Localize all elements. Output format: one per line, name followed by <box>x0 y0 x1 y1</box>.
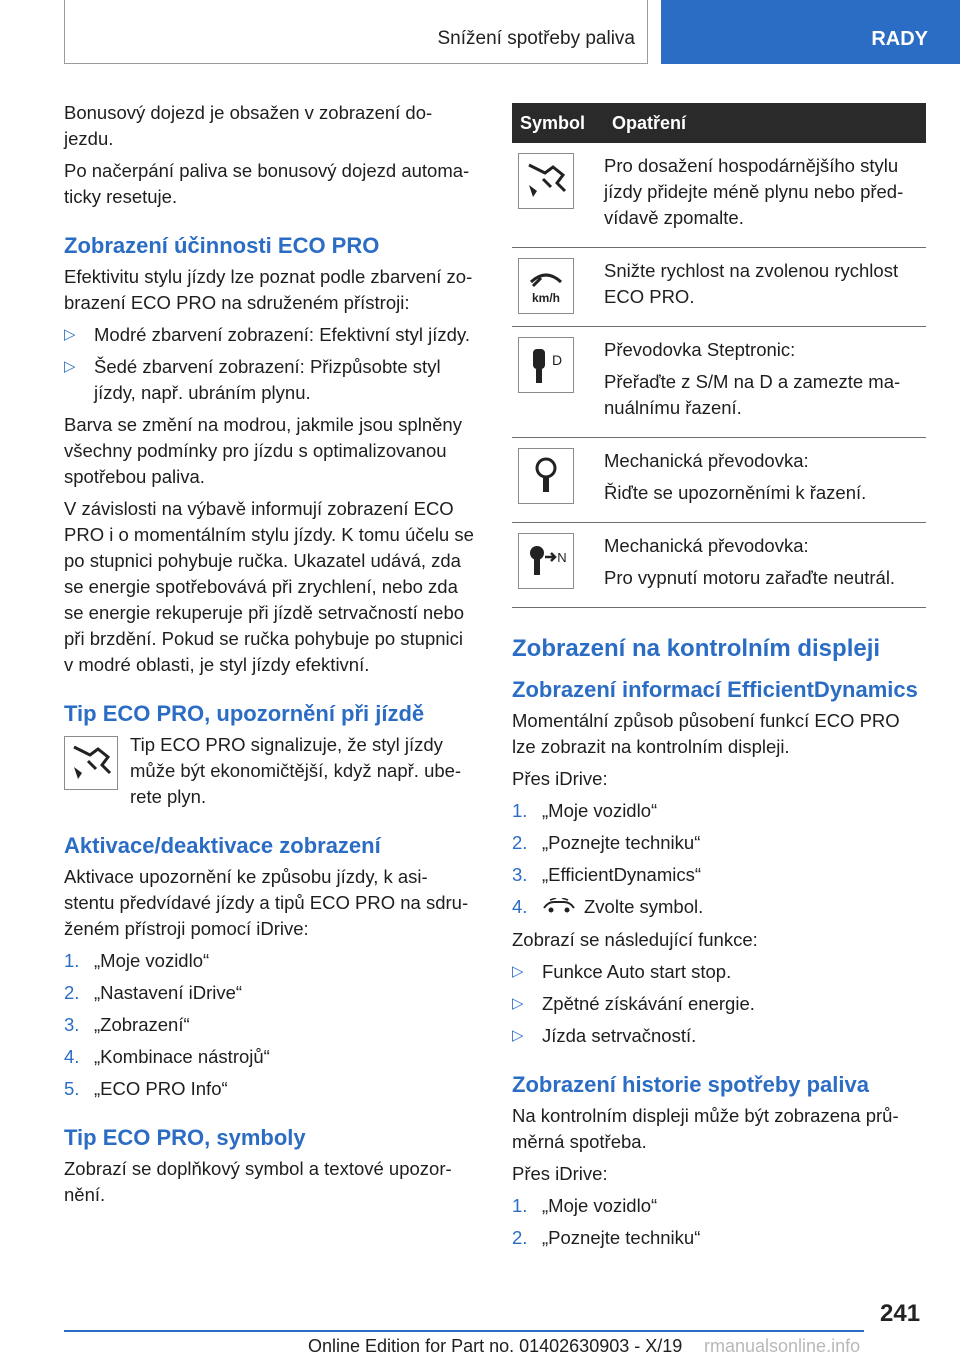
edition-text: Online Edition for Part no. 01402630903 - X/19 <box>308 1336 683 1356</box>
list-item: ▷ Zpětné získávání energie. <box>512 991 928 1017</box>
list-item: 4. Zvolte symbol. <box>512 894 928 921</box>
tip-text: Tip ECO PRO signalizuje, že styl jízdy může být ekonomičtější, když např. ube-rete plyn. <box>130 734 462 807</box>
paragraph: Přes iDrive: <box>512 1163 608 1185</box>
list-item: ▷ Modré zbarvení zobrazení: Efektivní styl jízdy. <box>64 322 476 348</box>
triangle-bullet-icon: ▷ <box>512 995 524 1013</box>
numbered-list <box>512 1193 928 1251</box>
table-cell-text: Převodovka Steptronic: <box>604 339 796 360</box>
table-cell-text: Snižte rychlost na zvolenou rychlost ECO PRO. <box>604 260 899 307</box>
watermark: rmanualsonline.info <box>704 1336 861 1356</box>
list-item: 1. „Moje vozidlo“ <box>64 950 210 971</box>
right-column <box>512 103 928 1257</box>
symbol-table <box>512 103 926 608</box>
numbered-list <box>64 948 476 1102</box>
header-box <box>64 0 648 64</box>
paragraph: Barva se změní na modrou, jakmile jsou splněny všechny podmínky pro jízdu s optimalizovanou spotřebou paliva. <box>64 414 462 487</box>
table-header-action: Opatření <box>604 103 926 143</box>
table-row <box>512 438 926 523</box>
heading-efficientdynamics: Zobrazení informací EfficientDynamics <box>512 677 918 702</box>
table-row <box>512 523 926 608</box>
gear-shift-icon <box>518 448 574 504</box>
list-item: ▷ Funkce Auto start stop. <box>512 959 928 985</box>
table-cell-text: Mechanická převodovka: <box>604 535 809 556</box>
heading-control-display: Zobrazení na kontrolním displeji <box>512 635 881 662</box>
paragraph: Přes iDrive: <box>512 768 608 789</box>
speed-kmh-icon <box>518 258 574 314</box>
numbered-list <box>512 798 928 921</box>
left-column <box>64 100 476 1214</box>
heading-eco-pro-symbols: Tip ECO PRO, symboly <box>64 1125 306 1150</box>
tip-block <box>64 732 476 810</box>
list-item: 1. „Moje vozidlo“ <box>512 800 658 821</box>
table-cell-text: Pro dosažení hospodárnějšího stylu jízdy přidejte méně plynu nebo před-vídavě zpomalte. <box>604 155 904 228</box>
list-item: 2. „Poznejte techniku“ <box>512 1227 701 1249</box>
steptronic-d-icon <box>518 337 574 393</box>
paragraph: Efektivitu stylu jízdy lze poznat podle zbarvení zo-brazení ECO PRO na sdruženém přístroji: <box>64 266 473 313</box>
paragraph: Bonusový dojezd je obsažen v zobrazení do-jezdu. <box>64 102 433 149</box>
triangle-bullet-icon: ▷ <box>512 1027 524 1045</box>
paragraph: Aktivace upozornění ke způsobu jízdy, k asi-stentu předvídavé jízdy a tipů ECO PRO na sdru-ženém přístroji pomocí iDrive: <box>64 866 469 939</box>
triangle-bullet-icon: ▷ <box>64 326 76 343</box>
table-cell-text: Řiďte se upozorněními k řazení. <box>604 482 867 503</box>
heading-eco-pro-efficiency: Zobrazení účinnosti ECO PRO <box>64 233 380 258</box>
car-icon <box>542 895 576 921</box>
triangle-bullet-icon: ▷ <box>64 358 76 375</box>
list-item: ▷ Jízda setrvačností. <box>512 1023 928 1049</box>
list-item: 3. „EfficientDynamics“ <box>512 864 702 885</box>
paragraph: Momentální způsob působení funkcí ECO PRO lze zobrazit na kontrolním displeji. <box>512 710 900 757</box>
triangle-bullet-icon: ▷ <box>512 963 524 981</box>
chapter-title: Snížení spotřeby paliva <box>437 28 635 49</box>
heading-activation: Aktivace/deaktivace zobrazení <box>64 833 381 858</box>
bullet-list <box>64 322 476 406</box>
svg-text:D: D <box>551 352 563 368</box>
svg-text:N: N <box>557 550 567 565</box>
table-row <box>512 143 926 248</box>
paragraph: Zobrazí se následující funkce: <box>512 929 758 951</box>
table-cell-text: Mechanická převodovka: <box>604 450 809 471</box>
page-number: 241 <box>880 1300 921 1327</box>
section-label: RADY <box>871 28 928 50</box>
table-header-symbol: Symbol <box>512 103 604 143</box>
heading-fuel-history: Zobrazení historie spotřeby paliva <box>512 1072 869 1098</box>
accelerator-pedal-icon <box>518 153 574 209</box>
list-item: 1. „Moje vozidlo“ <box>512 1195 658 1217</box>
svg-text:km/h: km/h <box>531 291 561 305</box>
table-row <box>512 327 926 438</box>
list-item: 2. „Nastavení iDrive“ <box>64 982 243 1003</box>
table-row <box>512 248 926 327</box>
list-item: 5. „ECO PRO Info“ <box>64 1078 228 1099</box>
bullet-list <box>512 959 928 1049</box>
paragraph: Po načerpání paliva se bonusový dojezd automa-ticky resetuje. <box>64 160 470 207</box>
table-cell-text: Přeřaďte z S/M na D a zamezte ma-nuálnímu řazení. <box>604 371 901 418</box>
list-item: 2. „Poznejte techniku“ <box>512 832 701 853</box>
heading-eco-pro-tip: Tip ECO PRO, upozornění při jízdě <box>64 701 425 726</box>
paragraph: Zobrazí se doplňkový symbol a textové upozor-nění. <box>64 1158 452 1205</box>
list-item: 4. „Kombinace nástrojů“ <box>64 1046 270 1067</box>
section-tab <box>661 0 960 64</box>
list-item: 3. „Zobrazení“ <box>64 1014 190 1035</box>
neutral-n-icon <box>518 533 574 589</box>
paragraph: V závislosti na výbavě informují zobrazení ECO PRO i o momentálním stylu jízdy. K tomu účelu se po stupnici pohybuje ručka. Ukazatel udává, zda se energie spotřebovává při zrychlení, nebo zda se energie rekuperuje při jízdě setrvačností nebo při brzdění. Pokud se ručka pohybuje po stupnici v modré oblasti, je styl jízdy efektivní. <box>64 498 474 675</box>
table-cell-text: Pro vypnutí motoru zařaďte neutrál. <box>604 567 896 588</box>
list-item: ▷ Šedé zbarvení zobrazení: Přizpůsobte styl jízdy, např. ubráním plynu. <box>64 356 441 403</box>
footer-divider <box>64 1330 864 1332</box>
paragraph: Na kontrolním displeji může být zobrazena prů-měrná spotřeba. <box>512 1105 899 1153</box>
accelerator-pedal-icon <box>64 736 118 790</box>
